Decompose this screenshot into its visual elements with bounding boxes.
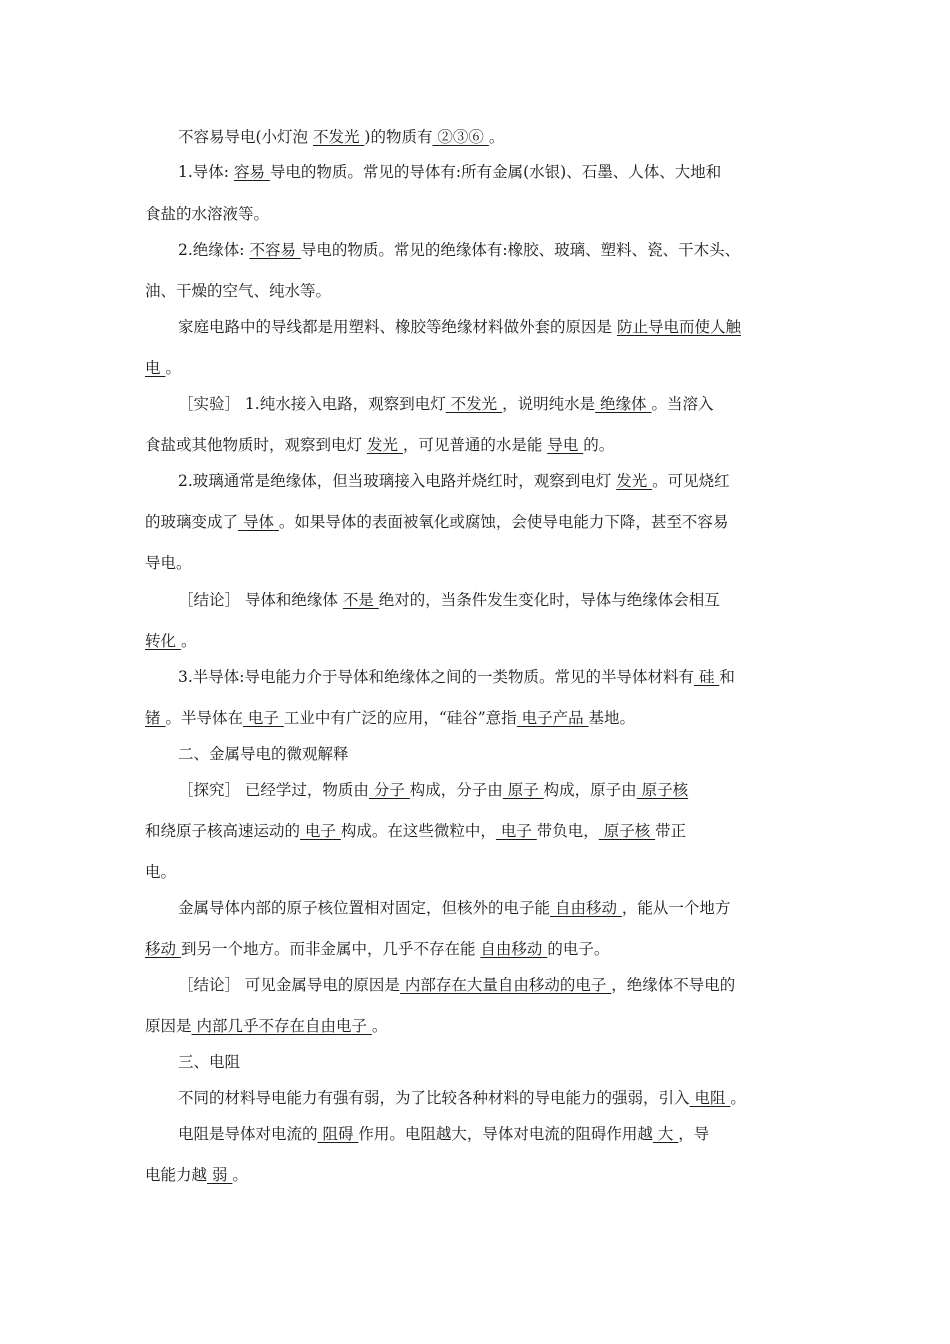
answer-blank: 转化 [145, 632, 181, 650]
text-line [0, 161, 950, 183]
answer-blank: 不是 [342, 591, 379, 609]
text-segment: ，导 [678, 1125, 710, 1143]
text-line [0, 511, 950, 533]
text-segment: 三、电阻 [178, 1053, 241, 1071]
text-line [0, 470, 950, 492]
text-segment: ，绝缘体不导电的 [611, 976, 736, 994]
text-segment: 电能力越 [145, 1166, 208, 1184]
text-segment: ，能从一个地方 [621, 899, 731, 917]
text-segment: ，说明纯水是 [502, 395, 596, 413]
text-segment: 的玻璃变成了 [145, 513, 239, 531]
text-segment: 2.玻璃通常是绝缘体，但当玻璃接入电路并烧红时，观察到电灯 [178, 472, 617, 490]
text-segment: 家庭电路中的导线都是用塑料、橡胶等绝缘材料做外套的原因是 [178, 318, 617, 336]
text-segment: 基地。 [588, 709, 636, 727]
text-line [0, 630, 950, 652]
text-segment: ［实验］ 1.纯水接入电路，观察到电灯 [178, 395, 446, 413]
text-line [0, 938, 950, 960]
answer-blank: ②③⑥ [432, 128, 489, 146]
text-line [0, 897, 950, 919]
text-segment: 。当溶入 [651, 395, 714, 413]
text-segment: 构成，分子由 [409, 781, 503, 799]
text-segment: 导电。 [145, 554, 192, 572]
answer-blank: 自由移动 [550, 899, 622, 917]
text-line [0, 589, 950, 611]
answer-blank: 电子 [242, 709, 284, 727]
text-line [0, 552, 950, 574]
text-segment: ［结论］ 可见金属导电的原因是 [178, 976, 400, 994]
answer-blank: 自由移动 [480, 940, 548, 958]
text-line [0, 779, 950, 801]
answer-blank: 大 [652, 1125, 679, 1143]
answer-blank: 发光 [366, 436, 403, 454]
answer-blank: 电 [145, 359, 166, 377]
text-segment: )的物质有 [364, 128, 433, 146]
text-line [0, 357, 950, 379]
answer-blank: 不容易 [249, 241, 301, 259]
text-segment: 。 [232, 1166, 248, 1184]
text-segment: 二、金属导电的微观解释 [178, 745, 349, 763]
text-segment: 1.导体: [178, 163, 234, 181]
text-segment: 不容易导电(小灯泡 [178, 128, 313, 146]
text-line [0, 126, 950, 148]
answer-blank: 导电 [547, 436, 584, 454]
text-segment: 。可见烧红 [652, 472, 730, 490]
text-segment: ［探究］ 已经学过，物质由 [178, 781, 369, 799]
answer-blank: 分子 [368, 781, 410, 799]
text-segment: 。如果导体的表面被氧化或腐蚀，会使导电能力下降，甚至不容易 [278, 513, 729, 531]
answer-blank: 电子 [300, 822, 341, 840]
text-segment: 导电的物质。常见的导体有:所有金属(水银)、石墨、人体、大地和 [269, 163, 722, 181]
text-line [0, 861, 950, 883]
text-segment: 。 [371, 1017, 388, 1035]
answer-blank: 原子核 [598, 822, 656, 840]
text-segment: 电阻是导体对电流的 [178, 1125, 318, 1143]
text-line [0, 1087, 950, 1109]
text-segment: 构成，原子由 [543, 781, 637, 799]
text-line [0, 316, 950, 338]
text-segment: 食盐的水溶液等。 [145, 205, 270, 223]
text-segment: 2.绝缘体: [178, 241, 250, 259]
text-segment: 和 [719, 668, 735, 686]
answer-blank: 绝缘体 [595, 395, 652, 413]
text-segment: 。 [730, 1089, 746, 1107]
text-segment: ［结论］ 导体和绝缘体 [178, 591, 343, 609]
answer-blank: 电子产品 [516, 709, 589, 727]
text-segment: 作用。电阻越大，导体对电流的阻碍作用越 [358, 1125, 653, 1143]
answer-blank: 容易 [233, 163, 270, 181]
answer-blank: 导体 [238, 513, 279, 531]
text-line [0, 280, 950, 302]
answer-blank: 不发光 [312, 128, 365, 146]
answer-blank: 原子 [502, 781, 544, 799]
answer-blank: 阻碍 [317, 1125, 359, 1143]
text-segment: ，可见普通的水是能 [402, 436, 548, 454]
text-segment: 和绕原子核高速运动的 [145, 822, 301, 840]
text-segment: 构成。在这些微粒中， [340, 822, 496, 840]
text-line [0, 820, 950, 842]
answer-blank: 电阻 [689, 1089, 731, 1107]
text-segment: 。 [488, 128, 505, 146]
text-segment: 带负电， [536, 822, 599, 840]
text-segment: 。半导体在 [165, 709, 243, 727]
text-segment: 导电的物质。常见的绝缘体有:橡胶、玻璃、塑料、瓷、干木头、 [300, 241, 741, 259]
text-line [0, 1123, 950, 1145]
text-segment: 电。 [145, 863, 177, 881]
text-segment: 油、干燥的空气、纯水等。 [145, 282, 332, 300]
answer-blank: 发光 [616, 472, 653, 490]
answer-blank: 电子 [495, 822, 537, 840]
text-segment: 的电子。 [547, 940, 610, 958]
answer-blank: 内部几乎不存在自由电子 [191, 1017, 372, 1035]
answer-blank: 锗 [145, 709, 166, 727]
text-segment: 金属导体内部的原子核位置相对固定，但核外的电子能 [178, 899, 551, 917]
text-segment: 不同的材料导电能力有强有弱，为了比较各种材料的导电能力的强弱，引入 [178, 1089, 690, 1107]
text-line [0, 434, 950, 456]
text-line [0, 707, 950, 729]
text-segment: 3.半导体:导电能力介于导体和绝缘体之间的一类物质。常见的半导体材料有 [178, 668, 695, 686]
answer-blank: 原子核 [636, 781, 689, 799]
text-line [0, 1051, 950, 1073]
text-segment: 。 [180, 632, 197, 650]
text-line [0, 1015, 950, 1037]
text-line [0, 1164, 950, 1186]
text-segment: 原因是 [145, 1017, 192, 1035]
text-segment: 到另一个地方。而非金属中，几乎不存在能 [180, 940, 481, 958]
text-line [0, 666, 950, 688]
text-line [0, 239, 950, 261]
answer-blank: 硅 [694, 668, 720, 686]
answer-blank: 内部存在大量自由移动的电子 [399, 976, 612, 994]
text-segment: 。 [165, 359, 181, 377]
text-line [0, 743, 950, 765]
text-segment: 食盐或其他物质时，观察到电灯 [145, 436, 367, 454]
answer-blank: 弱 [207, 1166, 233, 1184]
text-segment: 工业中有广泛的应用，“硅谷”意指 [283, 709, 517, 727]
text-segment: 绝对的，当条件发生变化时，导体与绝缘体会相互 [378, 591, 720, 609]
answer-blank: 防止导电而使人触 [616, 318, 741, 336]
text-line [0, 393, 950, 415]
text-line [0, 203, 950, 225]
text-segment: 带正 [655, 822, 687, 840]
answer-blank: 移动 [145, 940, 181, 958]
text-line [0, 974, 950, 996]
text-segment: 的。 [583, 436, 615, 454]
answer-blank: 不发光 [445, 395, 503, 413]
